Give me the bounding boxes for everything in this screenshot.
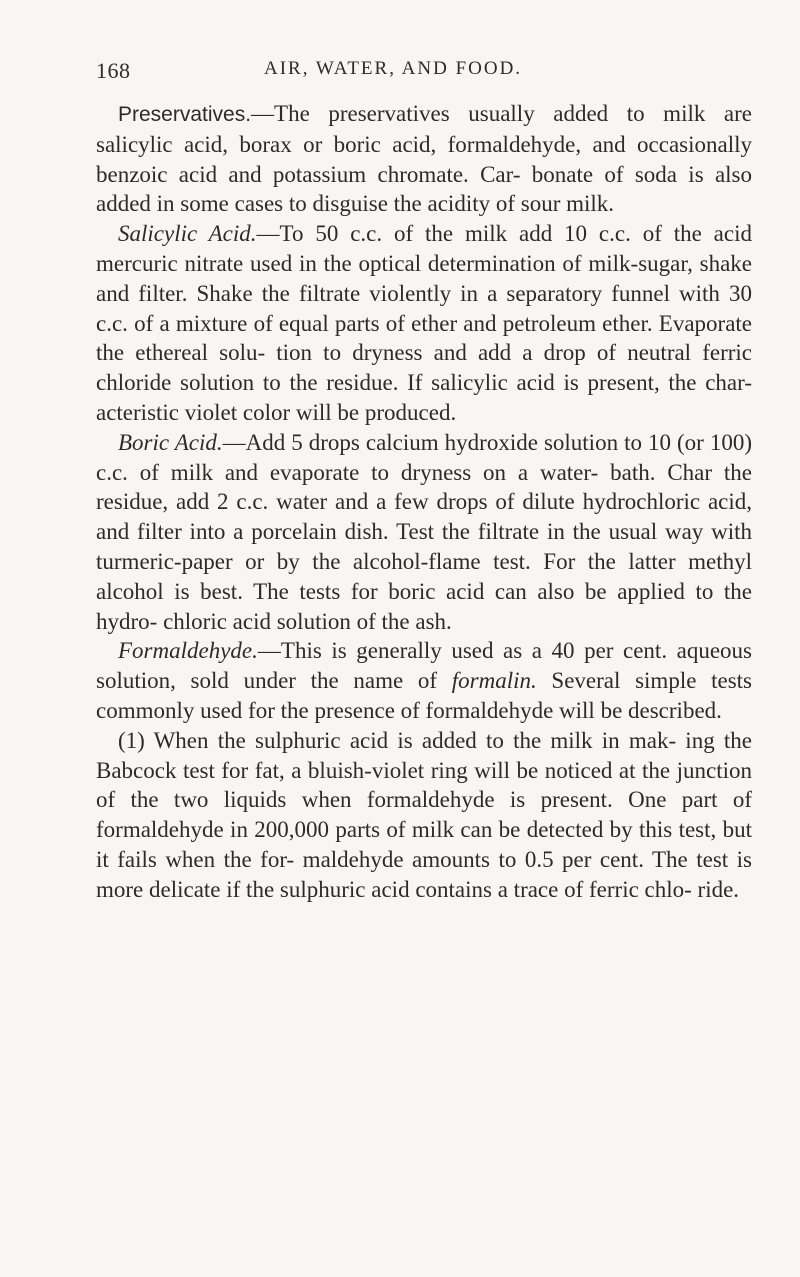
body-text (96, 99, 752, 905)
term-formalin: formalin. (451, 668, 537, 694)
paragraph-boric-acid (96, 428, 752, 637)
paragraph-preservatives (96, 99, 752, 219)
paragraph-salicylic-acid (96, 219, 752, 428)
running-head (96, 58, 746, 88)
paragraph-test-1 (96, 726, 752, 905)
paragraph-text: Several simple tests commonly used for the presence of formaldehyde will be described. (96, 668, 752, 723)
section-heading-boric-acid: Boric Acid. (118, 429, 223, 455)
section-heading-formaldehyde: Formaldehyde. (118, 638, 258, 664)
paragraph-text: —The preservatives usually added to milk are salicylic acid, borax or boric acid, formaldehyde, and occasionally benzoic acid and potassium chromate. Car- bonate of soda is also added in some cases to disguise the acidity of sour milk. (96, 101, 752, 217)
running-title: AIR, WATER, AND FOOD. (264, 58, 523, 79)
page-number: 168 (96, 58, 131, 83)
section-heading-preservatives: Preservatives. (118, 103, 252, 126)
section-heading-salicylic-acid: Salicylic Acid. (118, 221, 257, 247)
paragraph-text: —To 50 c.c. of the milk add 10 c.c. of the acid mercuric nitrate used in the optical determination of milk-sugar, shake and filter. Shake the filtrate violently in a separatory funnel with 30 c.c. of a mixture of equal parts of ether and petroleum ether. Evaporate the ethereal solu- tion to dryness and add a drop of neutral ferric chloride solution to the residue. If salicylic acid is present, the char- acteristic violet color will be produced. (96, 221, 752, 425)
paragraph-text: —This is generally used as a 40 per cent. aqueous solution, sold under the name of (96, 638, 752, 694)
paragraph-text: —Add 5 drops calcium hydroxide solution to 10 (or 100) c.c. of milk and evaporate to dryness on a water- bath. Char the residue, add 2 c.c. water and a few drops of dilute hydrochloric acid, and filter into a porcelain dish. Test the filtrate in the usual way with turmeric-paper or by the alcohol-flame test. For the latter methyl alcohol is best. The tests for boric acid can also be applied to the hydro- chloric acid solution of the ash. (96, 429, 752, 634)
paragraph-text: (1) When the sulphuric acid is added to the milk in mak- ing the Babcock test for fat, a bluish-violet ring will be noticed at the junction of the two liquids when formaldehyde is present. One part of formaldehyde in 200,000 parts of milk can be detected by this test, but it fails when the for- maldehyde amounts to 0.5 per cent. The test is more delicate if the sulphuric acid contains a trace of ferric chlo- ride. (96, 727, 752, 902)
paragraph-formaldehyde (96, 636, 752, 725)
